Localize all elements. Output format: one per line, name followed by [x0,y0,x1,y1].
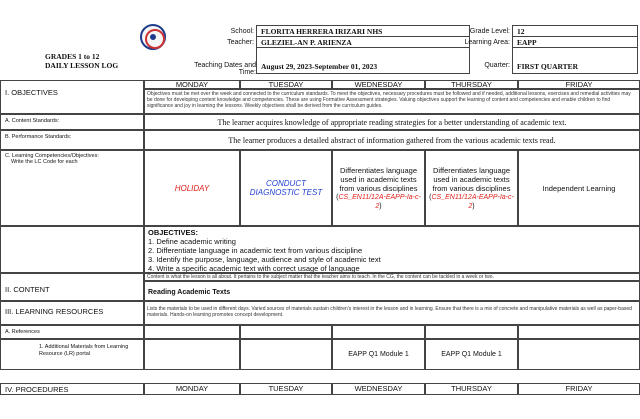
thu-code-open: ( [429,193,432,201]
objective-item: 3. Identify the purpose, language, audience and style of academic text [148,255,381,264]
objectives-list-heading: OBJECTIVES: [148,228,199,237]
content-heading: II. CONTENT [0,273,144,301]
conduct-text: CONDUCT [266,179,306,188]
dll-title: DAILY LESSON LOG [45,61,119,70]
school-value: FLORITA HERRERA IRIZARI NHS [256,25,470,37]
materials-thursday: EAPP Q1 Module 1 [425,339,518,370]
day-header-tuesday: TUESDAY [240,80,332,89]
objective-item: 1. Define academic writing [148,237,236,246]
header-left-title [0,22,184,74]
learning-resources-note: Lists the materials to be used in different days. Varied sources of materials sustain children's interest in the lesson and in learning. Ensure that there is a mix of concrete and manipulative materials as well as paper-based materials. Hands-on learning promotes concept development. [144,301,640,325]
materials-friday [518,339,640,370]
references-friday [518,325,640,339]
thursday-competency [425,150,518,226]
friday-competency [518,150,640,226]
dates-value: August 29, 2023-September 01, 2023 [256,47,470,74]
references-wednesday [332,325,425,339]
holiday-text: HOLIDAY [174,183,210,193]
proc-day-monday: MONDAY [144,383,240,395]
tuesday-competency [240,150,332,226]
content-standards-label: A. Content Standards: [0,114,144,130]
thu-code-line [428,193,515,211]
learning-resources-heading: III. LEARNING RESOURCES [0,301,144,325]
diagnostic-test-text: DIAGNOSTIC TEST [249,188,323,197]
objectives-list [144,226,640,273]
quarter-value: FIRST QUARTER [512,47,638,74]
school-label: School: [230,28,254,35]
competencies-label [0,150,144,226]
references-tuesday [240,325,332,339]
dates-label: Teaching Dates and Time: [194,62,256,76]
proc-day-tuesday: TUESDAY [240,383,332,395]
performance-standards-label: B. Performance Standards: [0,130,144,150]
area-value: EAPP [512,36,638,48]
wed-code: CS_EN11/12A-EAPP-Ia-c-2 [338,193,421,210]
quarter-label: Quarter: [484,62,510,69]
objective-item: 4. Write a specific academic text with correct usage of language [148,264,360,273]
teacher-value: GLEZIEL-AN P. ARIENZA [256,36,470,48]
proc-day-thursday: THURSDAY [425,383,518,395]
monday-competency [144,150,240,226]
objectives-note: Objectives must be met over the week and connected to the curriculum standards. To meet the objectives, necessary procedures must be followed and if needed, additional lessons, exercises and remedial activities may be done for developing content knowledge and competencies. These are using Formative Assessment strategies. Valuing objectives support the learning of content and competencies and enable children to find significance and joy in learning the lessons. Weekly objectives shall be derived from the curriculum guides. [144,89,640,114]
wed-competency-text: Differentiates language used in academic texts from various disciplines [339,165,418,193]
wed-code-open: ( [336,193,339,201]
content-note: Content is what the lesson is all about. It pertains to the subject matter that the teacher aims to teach. In the CG, the content can be tackled in a week or two. [144,273,640,281]
procedures-heading: IV. PROCEDURES [0,383,144,395]
performance-standards-text: The learner produces a detailed abstract of information gathered from the various academic texts read. [144,130,640,150]
day-header-friday: FRIDAY [518,80,640,89]
proc-day-wednesday: WEDNESDAY [332,383,425,395]
grade-label: Grade Level: [469,28,510,35]
objective-item: 2. Differentiate language in academic text from various discipline [148,246,363,255]
thu-competency-text: Differentiates language used in academic texts from various disciplines [432,165,511,193]
materials-monday [144,339,240,370]
teacher-label: Teacher: [227,39,254,46]
area-label: Learning Area: [464,39,510,46]
references-thursday [425,325,518,339]
day-header-monday: MONDAY [144,80,240,89]
independent-learning-text: Independent Learning [542,183,616,193]
wed-code-close: ) [379,202,382,210]
content-value: Reading Academic Texts [144,281,640,301]
grade-value: 12 [512,25,638,37]
wednesday-competency [332,150,425,226]
wed-code-line [335,193,422,211]
thu-code-close: ) [472,202,475,210]
materials-tuesday [240,339,332,370]
proc-day-friday: FRIDAY [518,383,640,395]
day-header-wednesday: WEDNESDAY [332,80,425,89]
content-standards-text: The learner acquires knowledge of appropriate reading strategies for a better understanding of academic text. [144,114,640,130]
objectives-left-blank [0,226,144,273]
day-header-thursday: THURSDAY [425,80,518,89]
competencies-subtitle: Write the LC Code for each [11,159,78,165]
objectives-heading: I. OBJECTIVES [0,80,144,114]
references-label: A. References [0,325,144,339]
thu-code: CS_EN11/12A-EAPP-Ia-c-2 [431,193,514,210]
references-monday [144,325,240,339]
additional-materials-label: 1. Additional Materials from Learning Resource (LR) portal [0,339,144,370]
grades-title: GRADES 1 to 12 [45,52,100,61]
competencies-title: C. Learning Competencies/Objectives: [5,153,99,159]
materials-wednesday: EAPP Q1 Module 1 [332,339,425,370]
